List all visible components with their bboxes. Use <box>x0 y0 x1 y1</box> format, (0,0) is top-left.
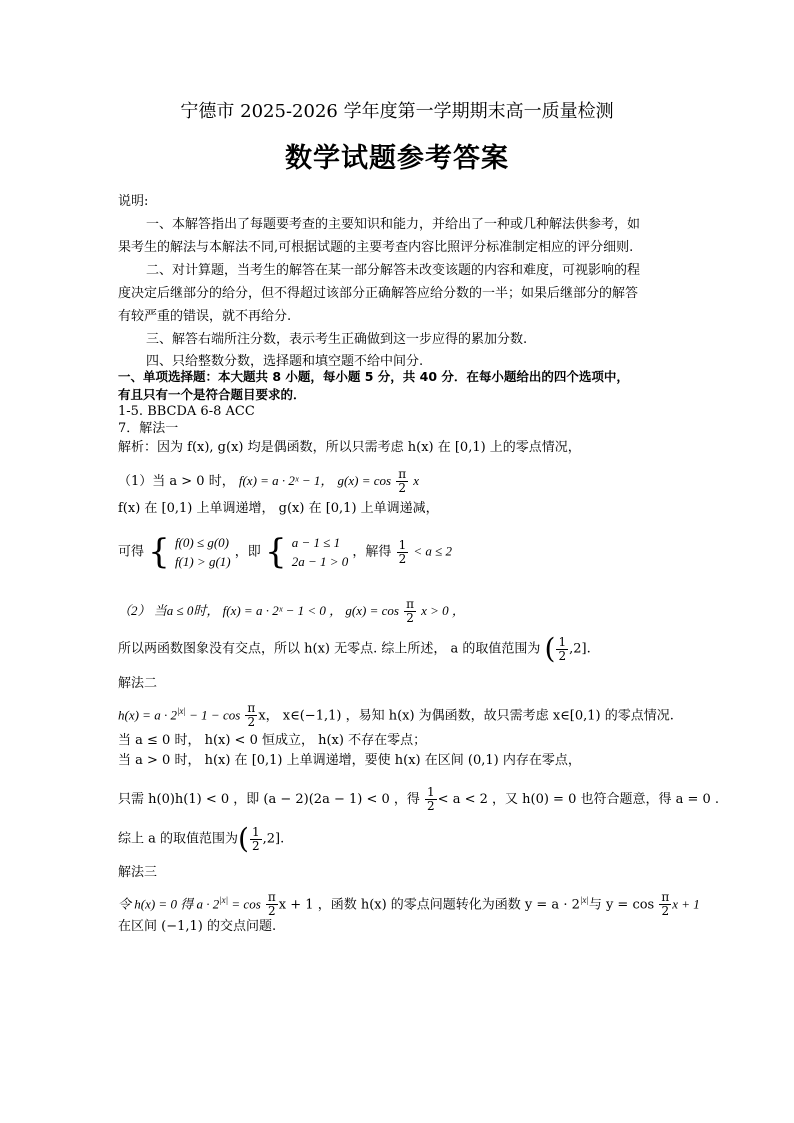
case1-gx: x <box>413 473 419 488</box>
frac-pi-over-2: $\frac{\pi}{2}$ <box>398 467 407 495</box>
note-2c: 有较严重的错误，就不再给分. <box>118 309 292 324</box>
jiede-text: ，解得 <box>352 544 392 560</box>
system-b: a − 1 ≤ 1 2a − 1 > 0 <box>291 535 349 569</box>
result-1: < a ≤ 2 <box>413 543 453 559</box>
frac-pi-over-2: $\frac{\pi}{2}$ <box>247 701 256 730</box>
choice-answers: 1-5. BBCDA 6-8 ACC <box>118 404 255 419</box>
method2-conclusion: 综上 a 的取值范围为( $\frac{1}{2}$ ,2]. <box>118 822 285 855</box>
brace-b: { <box>264 532 287 572</box>
frac-1-over-2: $\frac{1}{2}$ <box>398 537 407 566</box>
method2-label: 解法二 <box>118 676 158 691</box>
q7-analysis: 解析：因为 f(x), g(x) 均是偶函数，所以只需考虑 h(x) 在 [0,1) 上的零点情况， <box>118 440 581 455</box>
note-3: 三、解答右端所注分数，表示考生正确做到这一步应得的累加分数. <box>146 332 528 347</box>
method2-line3: 当 a > 0 时， h(x) 在 [0,1) 上单调递增，要使 h(x) 在区间 (0,1) 内存在零点， <box>118 753 581 768</box>
frac-1-over-2: $\frac{1}{2}$ <box>427 785 435 813</box>
exam-title: 宁德市 2025-2026 学年度第一学期期末高一质量检测 <box>180 101 614 122</box>
frac-1-over-2: $\frac{1}{2}$ <box>251 824 260 853</box>
ji-text: ，即 <box>234 544 261 560</box>
method2-line2: 当 a ≤ 0 时， h(x) < 0 恒成立， h(x) 不存在零点； <box>118 733 427 748</box>
system-a: f(0) ≤ g(0) f(1) > g(1) <box>174 535 231 569</box>
q7-label: 7．解法一 <box>118 421 179 436</box>
left-paren: ( <box>238 822 249 855</box>
method2-line1: $h(x) = a \cdot 2^{|x|} - 1 - \cos$ $\frac{\pi}{2}$ x， x∈(−1,1) ，易知 h(x) 为偶函数，故只需考虑 x∈[0,1) 的零点情况. <box>118 701 674 730</box>
method3-line2: 在区间 (−1,1) 的交点问题. <box>118 919 277 934</box>
case2-tail: x > 0 ， <box>421 603 465 618</box>
q7-system <box>118 533 452 571</box>
case1-g: g(x) = cos <box>337 473 392 488</box>
brace-a: { <box>148 532 170 572</box>
frac-pi-over-2: $\frac{\pi}{2}$ <box>267 890 276 919</box>
method3-label: 解法三 <box>118 865 158 880</box>
frac-pi-over-2: $\frac{\pi}{2}$ <box>661 890 670 919</box>
case1-f: f(x) = a · 2ˣ − 1， <box>238 473 334 488</box>
frac-1-over-2: $\frac{1}{2}$ <box>558 634 567 663</box>
note-2a: 二、对计算题，当考生的解答在某一部分解答未改变该题的内容和难度，可视影响的程 <box>146 263 641 278</box>
method3-line1: 令 h(x) = 0 得 $a \cdot 2^{|x|} = \cos$ $\frac{\pi}{2}$ x + 1 ，函数 h(x) 的零点问题转化为函数 $y = a \cdot 2^{|x|}$与 y = cos $\frac{\pi}{2}$ x + 1 <box>118 890 700 919</box>
conclusion1-text: 所以两函数图象没有交点，所以 h(x) 无零点. 综上所述， a 的取值范围为 <box>118 641 541 657</box>
q7-case2 <box>118 598 465 625</box>
note-2b: 度决定后继部分的给分，但不得超过该部分正确解答应给分数的一半；如果后继部分的解答 <box>118 286 639 301</box>
left-paren: ( <box>544 632 556 665</box>
keyi-text: 可得 <box>118 544 145 560</box>
notes-label: 说明: <box>118 194 149 209</box>
section1-heading-b: 有且只有一个是符合题目要求的． <box>118 387 306 402</box>
case1-prefix: （1）当 a > 0 时， <box>118 474 235 489</box>
q7-conclusion1 <box>118 632 591 665</box>
method2-line4: 只需 h(0)h(1) < 0 ，即 (a − 2)(2a − 1) < 0 ，得 $\frac{1}{2}$ < a < 2 ，又 h(0) = 0 也符合题意，得 a = 0 . <box>118 785 720 813</box>
section1-heading-a: 一、单项选择题：本大题共 8 小题，每小题 5 分，共 40 分．在每小题给出的四个选项中， <box>118 369 629 384</box>
note-1a: 一、本解答指出了每题要考查的主要知识和能力，并给出了一种或几种解法供参考，如 <box>146 217 641 232</box>
frac-pi-over-2: $\frac{\pi}{2}$ <box>406 597 414 625</box>
case2-text: （2） 当a ≤ 0时， f(x) = a · 2ˣ − 1 < 0 ， g(x) = cos <box>118 603 399 618</box>
note-4: 四、只给整数分数，选择题和填空题不给中间分. <box>146 354 424 369</box>
conclusion1-tail: ,2]. <box>569 641 591 657</box>
note-1b: 果考生的解法与本解法不同,可根据试题的主要考查内容比照评分标准制定相应的评分细则. <box>118 240 634 255</box>
q7-case1 <box>118 468 419 495</box>
doc-title: 数学试题参考答案 <box>285 143 509 174</box>
q7-monotonic: f(x) 在 [0,1) 上单调递增， g(x) 在 [0,1) 上单调递减， <box>118 501 439 516</box>
